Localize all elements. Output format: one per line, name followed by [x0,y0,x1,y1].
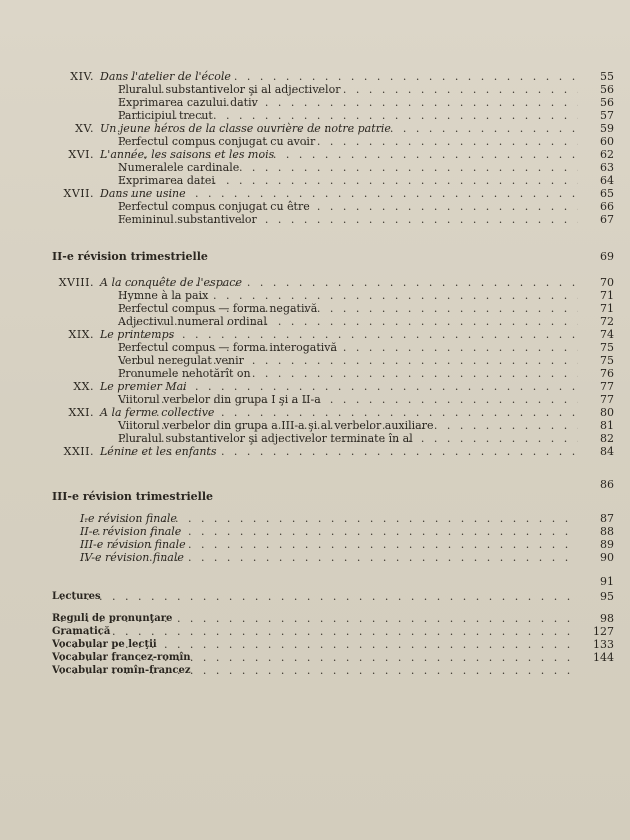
entry-title: Pluralul substantivelor şi al adjectivelor [118,83,341,96]
page-number: 69 [600,250,614,263]
toc-entry [0,250,614,263]
page-number: 67 [600,213,614,226]
page-number: 77 [600,393,614,406]
entry-title: Exprimarea cazului dativ [118,96,258,109]
page-number: 55 [600,70,614,83]
page-number: 65 [600,187,614,200]
page-number: 77 [600,380,614,393]
leader-dots [104,406,578,419]
toc-entry [0,538,614,551]
lesson-number: XVI. [68,148,94,161]
toc-entry [0,432,614,445]
entry-title: Un jeune héros de la classe ouvrière de notre patrie [100,122,391,135]
page-number: 90 [600,551,614,564]
lesson-number: XVIII. [58,276,94,289]
page-number: 76 [600,367,614,380]
toc-entry [0,200,614,213]
entry-title: Femininul substantivelor [118,213,257,226]
leader-dots [104,276,578,289]
leader-dots [60,612,578,625]
entry-title: Le printemps [100,328,175,341]
toc-entry [0,341,614,354]
page-number: 62 [600,148,614,161]
entry-title: III-e révision finale [80,538,186,551]
leader-dots [122,200,578,213]
toc-entry [0,315,614,328]
entry-title: II-e révision finale [80,525,182,538]
leader-dots [104,187,578,200]
entry-title: Gramatică [52,626,111,637]
toc-entry [0,445,614,458]
toc-entry [0,612,614,625]
leader-dots [122,367,578,380]
page-number: 71 [600,302,614,315]
page-number: 95 [600,590,614,603]
toc-entry [0,122,614,135]
lesson-number: XX. [73,380,94,393]
page-number: 86 [600,478,614,491]
leader-dots [104,328,578,341]
page-number: 88 [600,525,614,538]
entry-title: A la ferme collective [100,406,215,419]
leader-dots [122,289,578,302]
leader-dots [122,109,578,122]
toc-entry [0,512,614,525]
toc-entry [0,83,614,96]
leader-dots [84,512,578,525]
toc-entry [0,187,614,200]
leader-dots [60,638,578,651]
page-number: 70 [600,276,614,289]
toc-entry [0,625,614,638]
entry-title: IV-e révision finale [80,551,184,564]
leader-dots [104,445,578,458]
toc-entry [0,109,614,122]
leader-dots [122,419,578,432]
leader-dots [84,551,578,564]
page-number: 81 [600,419,614,432]
entry-title: Vocabular romîn-francez [52,665,191,676]
toc-entry [0,393,614,406]
page-number: 71 [600,289,614,302]
page-number: 89 [600,538,614,551]
leader-dots [84,538,578,551]
page-number: 74 [600,328,614,341]
entry-title: Reguli de pronunţare [52,613,173,624]
entry-title: Participiul trecut [118,109,213,122]
entry-title: Perfectul compus conjugat cu être [118,200,310,213]
page-number: 66 [600,200,614,213]
entry-title: Verbul neregulat venir [118,354,244,367]
leader-dots [84,525,578,538]
leader-dots [122,315,578,328]
entry-title: II-e révision trimestrielle [52,250,208,263]
entry-title: Lénine et les enfants [100,445,217,458]
page-number: 82 [600,432,614,445]
toc-entry [0,490,614,503]
toc-entry [0,276,614,289]
page-number: 60 [600,135,614,148]
toc-entry [0,575,614,588]
page-number: 84 [600,445,614,458]
leader-dots [60,651,578,664]
lesson-number: XXII. [63,445,94,458]
toc-entry [0,70,614,83]
entry-title: Perfectul compus — forma negativă [118,302,318,315]
entry-title: Dans l'atelier de l'école [100,70,231,83]
leader-dots [122,393,578,406]
entry-title: Perfectul compus conjugat cu avoir [118,135,316,148]
leader-dots [104,380,578,393]
entry-title: Pluralul substantivelor şi adjectivelor terminate în al [118,432,413,445]
leader-dots [104,70,578,83]
entry-title: Dans une usine [100,187,186,200]
leader-dots [122,341,578,354]
lesson-number: XIX. [68,328,94,341]
leader-dots [60,590,578,603]
toc-entry [0,174,614,187]
page-number: 75 [600,341,614,354]
entry-title: Viitorul verbelor din grupa I şi a II-a [118,393,321,406]
page-number: 91 [600,575,614,588]
page-number: 56 [600,83,614,96]
lesson-number: XIV. [70,70,94,83]
entry-title: A la conquête de l'espace [100,276,242,289]
toc-entry [0,525,614,538]
entry-title: Lectures [52,591,101,602]
page-number: 127 [593,625,614,638]
entry-title: Hymne à la paix [118,289,209,302]
toc-entry [0,328,614,341]
toc-entry [0,380,614,393]
page-number: 144 [593,651,614,664]
leader-dots [60,625,578,638]
page-number: 59 [600,122,614,135]
page-number: 57 [600,109,614,122]
lesson-number: XVII. [63,187,94,200]
leader-dots [122,96,578,109]
entry-title: Vocabular francez-romîn [52,652,191,663]
lesson-number: XXI. [68,406,94,419]
entry-title: III-e révision trimestrielle [52,490,214,503]
leader-dots [122,213,578,226]
entry-title: Perfectul compus — forma interogativă [118,341,338,354]
page-number: 72 [600,315,614,328]
leader-dots [122,135,578,148]
toc-entry [0,551,614,564]
leader-dots [60,664,578,677]
toc-entry [0,419,614,432]
toc-entry [0,638,614,651]
entry-title: Numeralele cardinale [118,161,240,174]
toc-entry [0,406,614,419]
toc-entry [0,289,614,302]
leader-dots [122,174,578,187]
toc-entry [0,213,614,226]
toc-entry [0,96,614,109]
toc-entry [0,590,614,603]
toc-entry [0,664,614,677]
toc-entry [0,367,614,380]
leader-dots [104,122,578,135]
toc-entry [0,302,614,315]
entry-title: Le premier Mai [100,380,187,393]
leader-dots [122,302,578,315]
entry-title: Pronumele nehotărît on [118,367,251,380]
entry-title: Vocabular pe lecţii [52,639,157,650]
leader-dots [104,148,578,161]
page-number: 56 [600,96,614,109]
page-number: 64 [600,174,614,187]
leader-dots [122,432,578,445]
toc-entry [0,161,614,174]
entry-title: I-e révision finale [80,512,177,525]
entry-title: Adjectivul numeral ordinal [118,315,267,328]
toc-entry [0,135,614,148]
leader-dots [122,161,578,174]
toc-entry [0,148,614,161]
page-number: 133 [593,638,614,651]
page-number: 80 [600,406,614,419]
toc-entry [0,651,614,664]
page-number: 75 [600,354,614,367]
page-number: 63 [600,161,614,174]
entry-title: L'année, les saisons et les mois [100,148,275,161]
entry-title: Viitorul verbelor din grupa a III-a şi al verbelor auxiliare [118,419,434,432]
lesson-number: XV. [75,122,94,135]
toc-entry [0,354,614,367]
leader-dots [122,354,578,367]
leader-dots [122,83,578,96]
page-number: 87 [600,512,614,525]
entry-title: Exprimarea datei [118,174,215,187]
page-number: 98 [600,612,614,625]
